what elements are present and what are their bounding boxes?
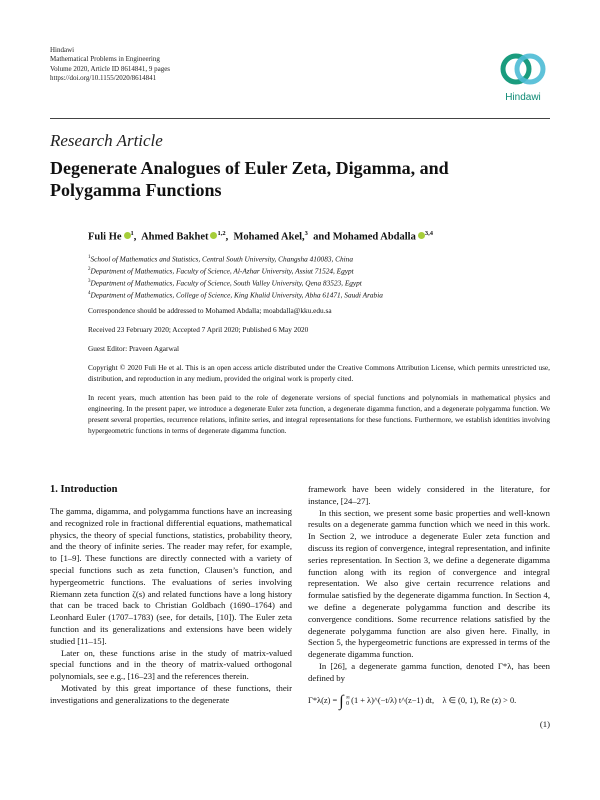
affiliation (88, 265, 383, 277)
volume-line: Volume 2020, Article ID 8614841, 9 pages (50, 64, 171, 73)
paragraph: framework have been widely considered in the literature, for instance, [24–27]. (308, 484, 550, 506)
orcid-icon[interactable] (124, 232, 131, 239)
affiliation (88, 277, 383, 289)
paragraph: In [26], a degenerate gamma function, denoted Γ*λ, has been defined by (308, 660, 550, 683)
right-column (308, 484, 550, 730)
paragraph: Motivated by this great importance of these functions, their investigations and generalizations to the degenerate (50, 682, 292, 705)
affil-text: Department of Mathematics, College of Science, King Khalid University, Abha 61471, Saudi Arabia (90, 290, 383, 300)
author-list: Fuli He $^1$, Ahmed Bakhet $^{1,2}$, Mohamed Akel,$^3$ and Mohamed Abdalla $^{3,4}$ (88, 230, 433, 243)
paragraph: The gamma, digamma, and polygamma functions have an increasing and recognized role in fractional differential equations, mathematical physics, the theory of special functions, statistics, probability theory, and the theory of infinite series. The reader may refer, for example, to [1–9]. These functions are directly connected with a variety of special functions such as zeta function, Clausen’s function, and hypergeometric functions. The evaluations of series involving Riemann zeta function ζ(s) and related functions have a long history that can be traced back to Christian Goldbach (1690–1764) and Leonhard Euler (1707–1783) (see, for details, [10]). The Euler zeta function and its generalizations and extensions have been widely studied [11–15]. (50, 506, 292, 646)
equation-number: (1) (539, 718, 550, 729)
eq-upper-limit: ∞ (345, 694, 351, 701)
affil-sup: 4 (88, 290, 91, 296)
hindawi-logo-icon (497, 48, 549, 90)
journal-info (50, 46, 170, 83)
author-affil-sup: 1 (130, 230, 134, 237)
equation-1 (308, 693, 550, 719)
abstract: In recent years, much attention has been paid to the role of degenerate versions of special functions and polynomials in mathematical physics and engineering. In the present paper, we introduce a degenerate Euler zeta function, a degenerate digamma function, and a degenerate polygamma function. We present several properties, recurrence relations, infinite series, and integral representations for these functions. Furthermore, we establish identities involving hypergeometric functions in terms of degenerate digamma function. (88, 393, 550, 435)
dates: Received 23 February 2020; Accepted 7 April 2020; Published 6 May 2020 (88, 325, 309, 334)
affil-text: School of Mathematics and Statistics, Central South University, Changsha 410083, China (90, 254, 353, 264)
author-affil-sup: 3,4 (424, 230, 433, 237)
section-heading: 1. Introduction (50, 484, 118, 495)
integral-sign: ∫ (339, 692, 344, 710)
journal-name: Mathematical Problems in Engineering (50, 55, 160, 64)
paper-title: Degenerate Analogues of Euler Zeta, Digamma, and Polygamma Functions (50, 158, 449, 200)
author-name[interactable]: Ahmed Bakhet (141, 231, 209, 243)
left-column (50, 506, 292, 707)
eq-integrand: (1 + λ)^(−t/λ) t^(z−1) dt, (351, 695, 435, 705)
affil-sup: 1 (88, 255, 91, 260)
hindawi-logo (497, 48, 549, 106)
author-name[interactable]: Fuli He (88, 231, 122, 243)
correspondence: Correspondence should be addressed to Mohamed Abdalla; moabdalla@kku.edu.sa (88, 306, 332, 315)
affil-text: Department of Mathematics, Faculty of Science, South Valley University, Qena 83523, Egypt (90, 278, 362, 288)
author-name[interactable]: Mohamed Akel, (233, 231, 305, 243)
affil-sup: 3 (88, 278, 91, 284)
affiliation (88, 289, 383, 301)
affil-sup: 2 (88, 266, 91, 272)
eq-condition: λ ∈ (0, 1), Re (z) > 0. (442, 695, 517, 705)
author-affil-sup: 1,2 (217, 230, 226, 237)
author-name[interactable]: and Mohamed Abdalla (313, 231, 416, 243)
paragraph: In this section, we present some basic properties and well-known results on a degenerate gamma function which we need in this work. In Section 2, we introduce a degenerate Euler zeta function and discuss its region of convergence, integral representation, and infinite series representation. In Section 3, we define a degenerate digamma function along with its region of convergence and integral representation. We also give certain recurrence relations and formulae satisfied by the degenerate digamma function. In Section 4, we define a degenerate polygamma function and describe its convergence conditions. Some recurrence relations satisfied by the degenerate polygamma function are also given here. Finally, in Section 5, the hypergeometric functions are expressed in terms of the degenerate digamma function. (308, 507, 550, 660)
article-type: Research Article (50, 131, 163, 150)
paragraph: Later on, these functions arise in the study of matrix-valued special functions and in the theory of matrix-valued orthogonal polynomials, see e.g., [16–23] and the references therein. (50, 647, 292, 682)
author-affil-sup: 3 (304, 230, 308, 237)
orcid-icon[interactable] (418, 232, 425, 239)
logo-text: Hindawi (505, 92, 541, 103)
doi-link[interactable]: https://doi.org/10.1155/2020/8614841 (50, 73, 157, 82)
affil-text: Department of Mathematics, Faculty of Science, Al-Azhar University, Assiut 71524, Egypt (90, 266, 354, 276)
publisher-name: Hindawi (50, 46, 75, 54)
guest-editor: Guest Editor: Praveen Agarwal (88, 344, 179, 353)
affiliations (88, 253, 383, 301)
copyright-notice: Copyright © 2020 Fuli He et al. This is an open access article distributed under the Creative Commons Attribution License, which permits unrestricted use, distribution, and reproduction in any medium, provided the original work is properly cited. (88, 363, 550, 383)
eq-lower-limit: 0 (346, 701, 350, 708)
eq-lhs: Γ*λ(z) = (308, 695, 338, 705)
header-rule (50, 118, 550, 119)
affiliation (88, 253, 383, 265)
